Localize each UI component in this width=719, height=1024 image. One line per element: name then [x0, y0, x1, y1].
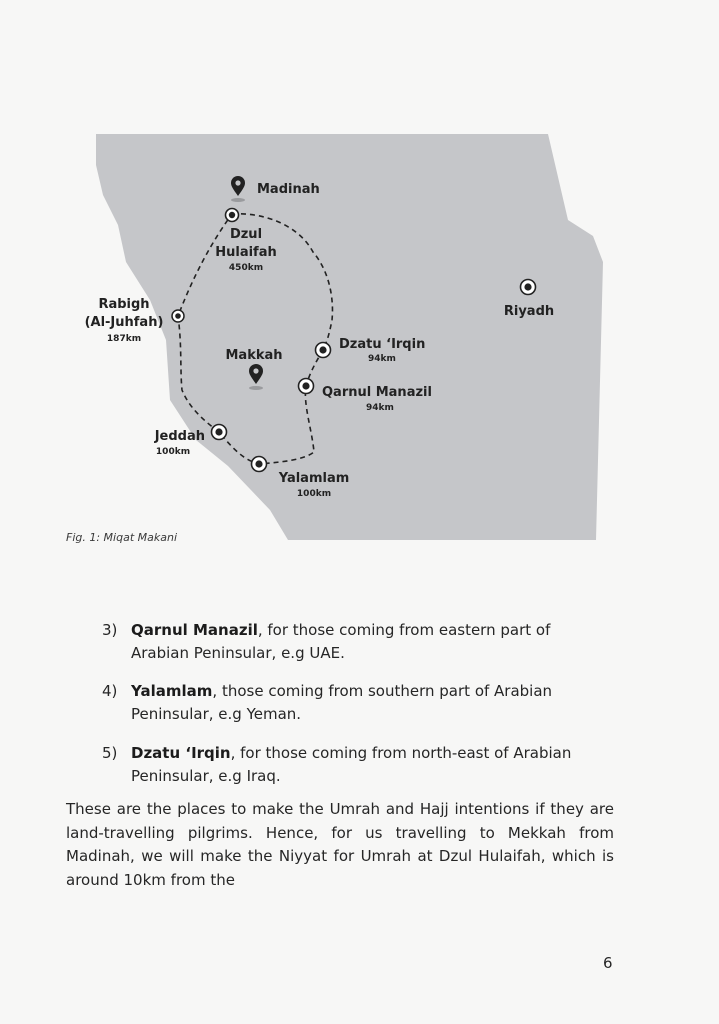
label-makkah: Makkah — [225, 348, 283, 363]
jeddah-marker-icon — [212, 425, 227, 440]
list-item — [102, 680, 572, 726]
label-yalamlam: Yalamlam — [278, 471, 350, 486]
label-riyadh: Riyadh — [503, 304, 555, 319]
list-item-text: , for those coming from north-east of Arabian Peninsular, e.g Iraq. — [131, 744, 572, 785]
label-hulaifah: Hulaifah — [215, 245, 277, 260]
list-item — [102, 619, 572, 665]
list-number: 5) — [102, 744, 118, 762]
label-yalamlam-distance: 100km — [296, 489, 332, 499]
label-madinah: Madinah — [257, 182, 320, 197]
label-jeddah: Jeddah — [154, 429, 205, 444]
qarnul-manazil-marker-icon — [299, 379, 314, 394]
label-dzatu-irqin: Dzatu ‘Irqin — [339, 337, 426, 352]
yalamlam-marker-icon — [252, 457, 267, 472]
label-qarnul-manazil: Qarnul Manazil — [322, 385, 432, 400]
dzul-hulaifah-marker-icon — [226, 209, 239, 222]
list-number: 4) — [102, 682, 118, 700]
riyadh-marker-icon — [521, 280, 536, 295]
list-item-text: , those coming from southern part of Arabian Peninsular, e.g Yeman. — [131, 682, 553, 723]
label-jeddah-distance: 100km — [155, 447, 191, 457]
label-qarnul-distance: 94km — [366, 403, 394, 413]
list-item-name: Dzatu ‘Irqin — [131, 744, 231, 762]
label-dzatu-distance: 94km — [368, 354, 396, 364]
figure-caption: Fig. 1: Miqat Makani — [66, 531, 178, 544]
page-number: 6 — [603, 954, 613, 972]
label-rabigh-distance: 187km — [106, 334, 142, 344]
label-rabigh: Rabigh — [98, 297, 150, 312]
body-paragraph: These are the places to make the Umrah and Hajj intentions if they are land-travelling pilgrims. Hence, for us travelling to Mekkah from Madinah, we will make the Niyyat for Umrah at Dzul Hulaifah, which is around 10km from the — [66, 800, 614, 890]
rabigh-marker-icon — [172, 310, 184, 322]
label-dzul: Dzul — [229, 227, 263, 242]
list-item-name: Qarnul Manazil — [131, 621, 258, 639]
dzatu-irqin-marker-icon — [316, 343, 331, 358]
label-al-juhfah: (Al-Juhfah) — [84, 315, 164, 330]
list-item-text: , for those coming from eastern part of Arabian Peninsular, e.g UAE. — [131, 621, 551, 662]
list-number: 3) — [102, 621, 118, 639]
list-item — [102, 742, 572, 788]
label-dzul-distance: 450km — [228, 263, 264, 273]
list-item-name: Yalamlam — [131, 682, 213, 700]
